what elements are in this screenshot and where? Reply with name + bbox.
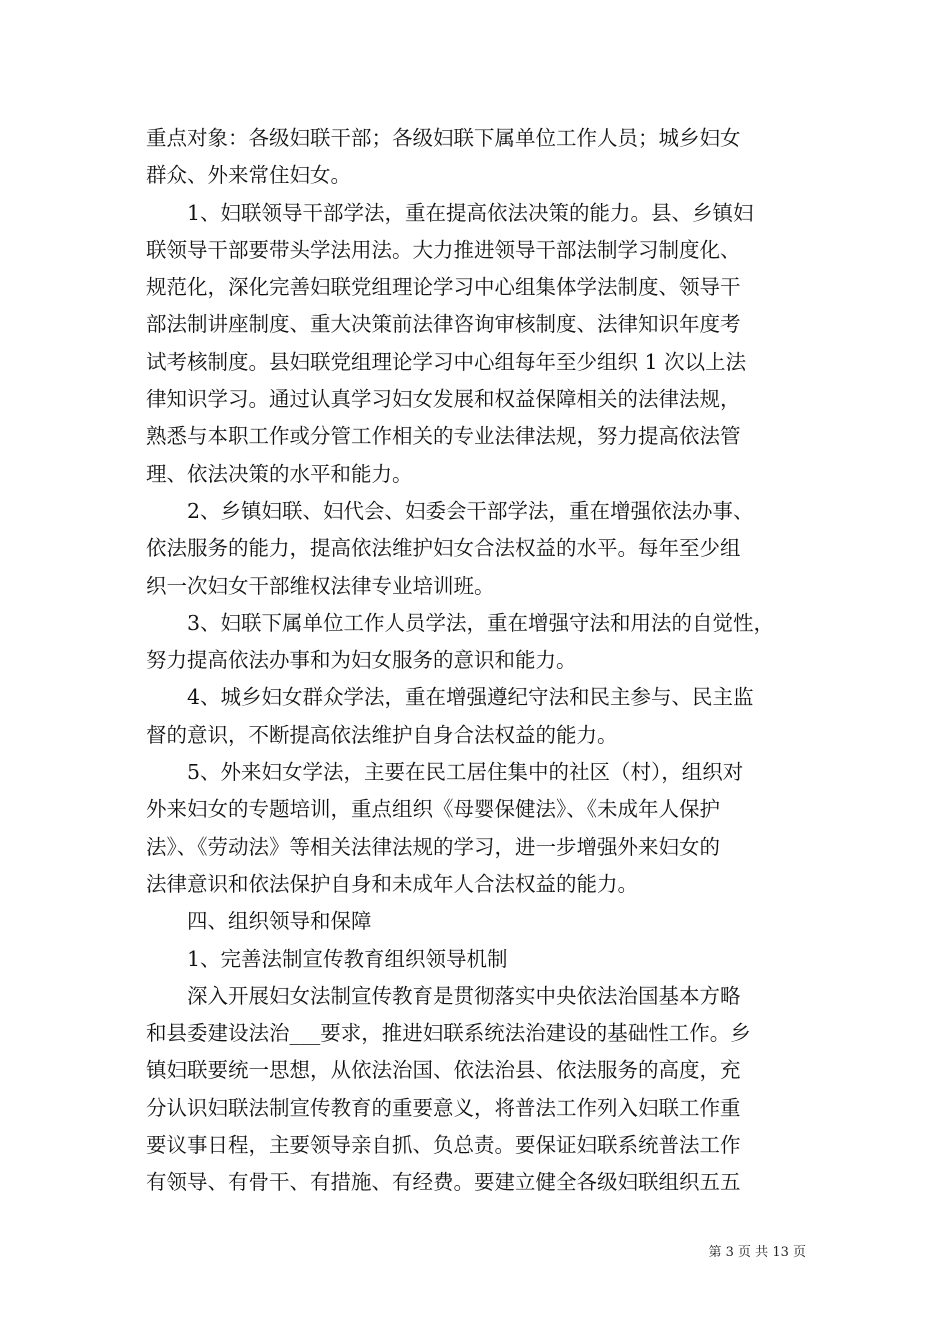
text-line: 3、妇联下属单位工作人员学法，重在增强守法和用法的自觉性， (187, 610, 775, 635)
text-line: 1、妇联领导干部学法，重在提高依法决策的能力。县、乡镇妇 (187, 200, 754, 225)
text-line: 分认识妇联法制宣传教育的重要意义，将普法工作列入妇联工作重 (146, 1095, 741, 1120)
text-line: 2、乡镇妇联、妇代会、妇委会干部学法，重在增强依法办事、 (187, 498, 754, 523)
document-body (146, 120, 806, 1202)
page-number-label: 第 3 页 共 13 页 (708, 1245, 806, 1260)
text-line: 重点对象：各级妇联干部；各级妇联下属单位工作人员；城乡妇女 (146, 126, 741, 150)
text-line: 群众、外来常住妇女。 (146, 163, 351, 188)
text-line: 努力提高依法办事和为妇女服务的意识和能力。 (146, 648, 577, 673)
text-line: 和县委建设法治___要求，推进妇联系统法治建设的基础性工作。乡 (146, 1021, 751, 1046)
text-line: 1、完善法制宣传教育组织领导机制 (187, 946, 508, 971)
text-line: 外来妇女的专题培训，重点组织《母婴保健法》、《未成年人保护 (146, 797, 720, 822)
text-line: 镇妇联要统一思想，从依法治国、依法治县、依法服务的高度，充 (146, 1058, 741, 1083)
page-footer (0, 1244, 950, 1262)
text-line: 4、城乡妇女群众学法，重在增强遵纪守法和民主参与、民主监 (187, 685, 754, 710)
text-line: 理、依法决策的水平和能力。 (146, 461, 413, 486)
text-line: 要议事日程，主要领导亲自抓、负总责。要保证妇联系统普法工作 (146, 1133, 741, 1158)
text-line: 试考核制度。县妇联党组理论学习中心组每年至少组织 1 次以上法 (146, 349, 747, 374)
text-line: 依法服务的能力，提高依法维护妇女合法权益的水平。每年至少组 (146, 536, 741, 561)
text-line: 四、组织领导和保障 (187, 909, 372, 934)
text-line: 熟悉与本职工作或分管工作相关的专业法律法规，努力提高依法管 (146, 424, 741, 449)
text-line: 律知识学习。通过认真学习妇女发展和权益保障相关的法律法规， (146, 387, 741, 412)
text-line: 织一次妇女干部维权法律专业培训班。 (146, 573, 495, 598)
text-line: 法律意识和依法保护自身和未成年人合法权益的能力。 (146, 871, 638, 896)
text-line: 督的意识，不断提高依法维护自身合法权益的能力。 (146, 722, 618, 747)
text-line: 法》、《劳动法》等相关法律法规的学习，进一步增强外来妇女的 (146, 834, 720, 859)
text-line: 联领导干部要带头学法用法。大力推进领导干部法制学习制度化、 (146, 237, 741, 262)
text-line: 深入开展妇女法制宣传教育是贯彻落实中央依法治国基本方略 (187, 983, 741, 1008)
text-line: 部法制讲座制度、重大决策前法律咨询审核制度、法律知识年度考 (146, 312, 741, 337)
text-line: 有领导、有骨干、有措施、有经费。要建立健全各级妇联组织五五 (146, 1170, 741, 1195)
text-line: 规范化，深化完善妇联党组理论学习中心组集体学法制度、领导干 (146, 275, 741, 300)
text-line: 5、外来妇女学法，主要在民工居住集中的社区（村），组织对 (187, 760, 744, 785)
